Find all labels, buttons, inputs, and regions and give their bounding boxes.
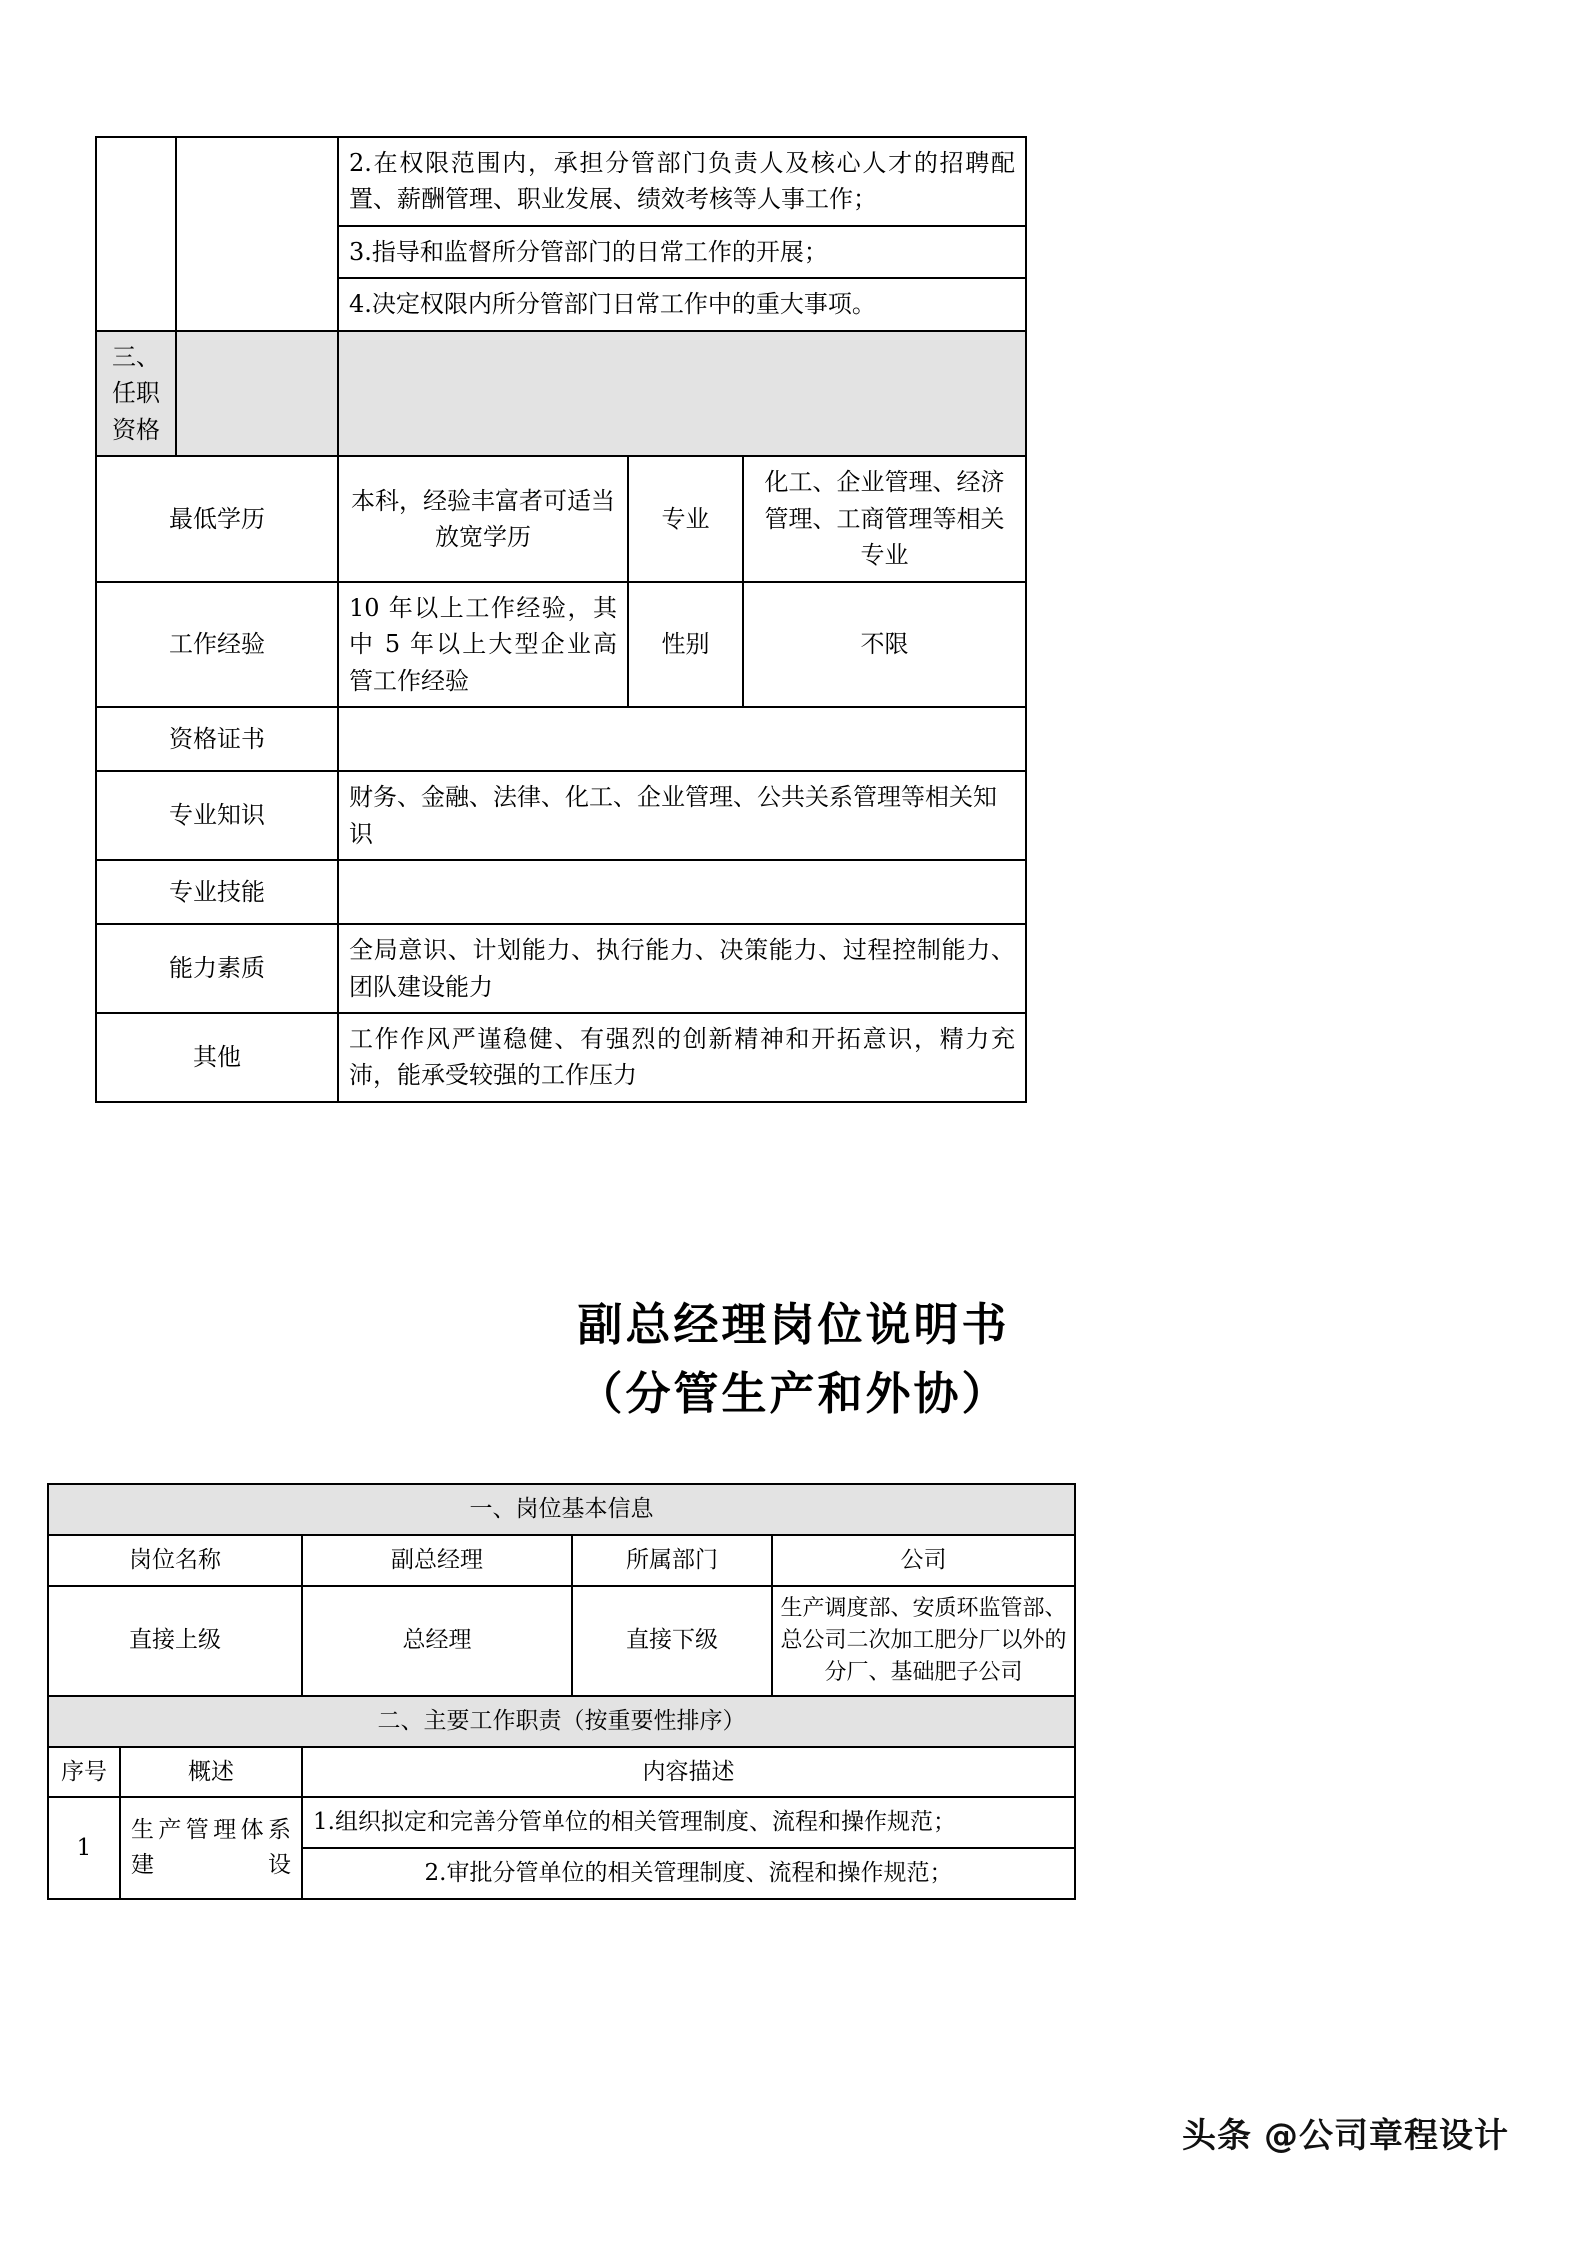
toutiao-logo-icon: 头条 [1182, 2116, 1252, 2156]
page-title-line-2: （分管生产和外协） [577, 1366, 1010, 1420]
table-row-reporting [48, 1586, 1075, 1696]
page-title-line-1: 副总经理岗位说明书 [577, 1298, 1010, 1351]
table-row-professional-knowledge [96, 771, 1026, 860]
section-heading-line: 三、 [112, 342, 160, 371]
field-value-certificate [338, 707, 1026, 771]
job-description-table-vice-gm [47, 1483, 1076, 1900]
table-row-section-qualification [96, 331, 1026, 456]
field-label-direct-subordinate: 直接下级 [572, 1586, 772, 1696]
table-row-duty-headers [48, 1747, 1075, 1798]
table-row-education [96, 456, 1026, 581]
field-label-other: 其他 [96, 1013, 338, 1102]
duty-summary: 生产管理体系建设 [120, 1797, 302, 1899]
section-heading-line: 资格 [112, 415, 160, 444]
table-row-experience [96, 582, 1026, 707]
field-value-gender: 不限 [743, 582, 1026, 707]
page-title [0, 1296, 1587, 1423]
table-row-other [96, 1013, 1026, 1102]
field-value-work-experience: 10 年以上工作经验，其中 5 年以上大型企业高管工作经验 [338, 582, 628, 707]
duty-item-text: 2.审批分管单位的相关管理制度、流程和操作规范； [302, 1848, 1075, 1899]
table-row-certificate [96, 707, 1026, 771]
field-label-certificate: 资格证书 [96, 707, 338, 771]
duty-text: 4.决定权限内所分管部门日常工作中的重大事项。 [338, 278, 1026, 330]
field-label-direct-supervisor: 直接上级 [48, 1586, 302, 1696]
section-heading-line: 任职 [112, 379, 160, 408]
field-value-other: 工作作风严谨稳健、有强烈的创新精神和开拓意识，精力充沛，能承受较强的工作压力 [338, 1013, 1026, 1102]
field-value-professional-skill [338, 860, 1026, 924]
duty-text: 2.在权限范围内，承担分管部门负责人及核心人才的招聘配置、薪酬管理、职业发展、绩效考核等人事工作； [338, 137, 1026, 226]
section-heading-qualification [96, 331, 176, 456]
column-header-seq: 序号 [48, 1747, 120, 1798]
table-row-competency [96, 924, 1026, 1013]
field-value-department: 公司 [772, 1535, 1075, 1586]
field-label-department: 所属部门 [572, 1535, 772, 1586]
field-label-professional-knowledge: 专业知识 [96, 771, 338, 860]
table-row-duty [48, 1797, 1075, 1848]
field-value-position-name: 副总经理 [302, 1535, 572, 1586]
field-label-work-experience: 工作经验 [96, 582, 338, 707]
job-description-table-continued [95, 136, 1027, 1103]
table-row-section-duties [48, 1696, 1075, 1747]
watermark [1182, 2108, 1509, 2157]
field-label-position-name: 岗位名称 [48, 1535, 302, 1586]
watermark-handle: @公司章程设计 [1264, 2116, 1509, 2156]
duty-item-text: 1.组织拟定和完善分管单位的相关管理制度、流程和操作规范； [302, 1797, 1075, 1848]
section-heading-spacer [338, 331, 1026, 456]
field-label-competency: 能力素质 [96, 924, 338, 1013]
field-label-min-education: 最低学历 [96, 456, 338, 581]
field-value-professional-knowledge: 财务、金融、法律、化工、企业管理、公共关系管理等相关知识 [338, 771, 1026, 860]
section-heading-spacer [176, 331, 338, 456]
table-row-position [48, 1535, 1075, 1586]
field-value-competency: 全局意识、计划能力、执行能力、决策能力、过程控制能力、团队建设能力 [338, 924, 1026, 1013]
column-header-description: 内容描述 [302, 1747, 1075, 1798]
table-row [96, 137, 1026, 226]
field-label-gender: 性别 [628, 582, 743, 707]
section-heading-basic-info: 一、岗位基本信息 [48, 1484, 1075, 1535]
field-value-min-education: 本科，经验丰富者可适当放宽学历 [338, 456, 628, 581]
table-row-professional-skill [96, 860, 1026, 924]
field-value-major: 化工、企业管理、经济管理、工商管理等相关专业 [743, 456, 1026, 581]
duty-text: 3.指导和监督所分管部门的日常工作的开展； [338, 226, 1026, 278]
section-heading-main-duties: 二、主要工作职责（按重要性排序） [48, 1696, 1075, 1747]
column-header-summary: 概述 [120, 1747, 302, 1798]
field-value-direct-subordinate: 生产调度部、安质环监管部、总公司二次加工肥分厂以外的分厂、基础肥子公司 [772, 1586, 1075, 1696]
duty-seq: 1 [48, 1797, 120, 1899]
field-value-direct-supervisor: 总经理 [302, 1586, 572, 1696]
field-label-professional-skill: 专业技能 [96, 860, 338, 924]
table-row-section-basic-info [48, 1484, 1075, 1535]
field-label-major: 专业 [628, 456, 743, 581]
duty-summary-cell [176, 137, 338, 331]
section-number-cell [96, 137, 176, 331]
